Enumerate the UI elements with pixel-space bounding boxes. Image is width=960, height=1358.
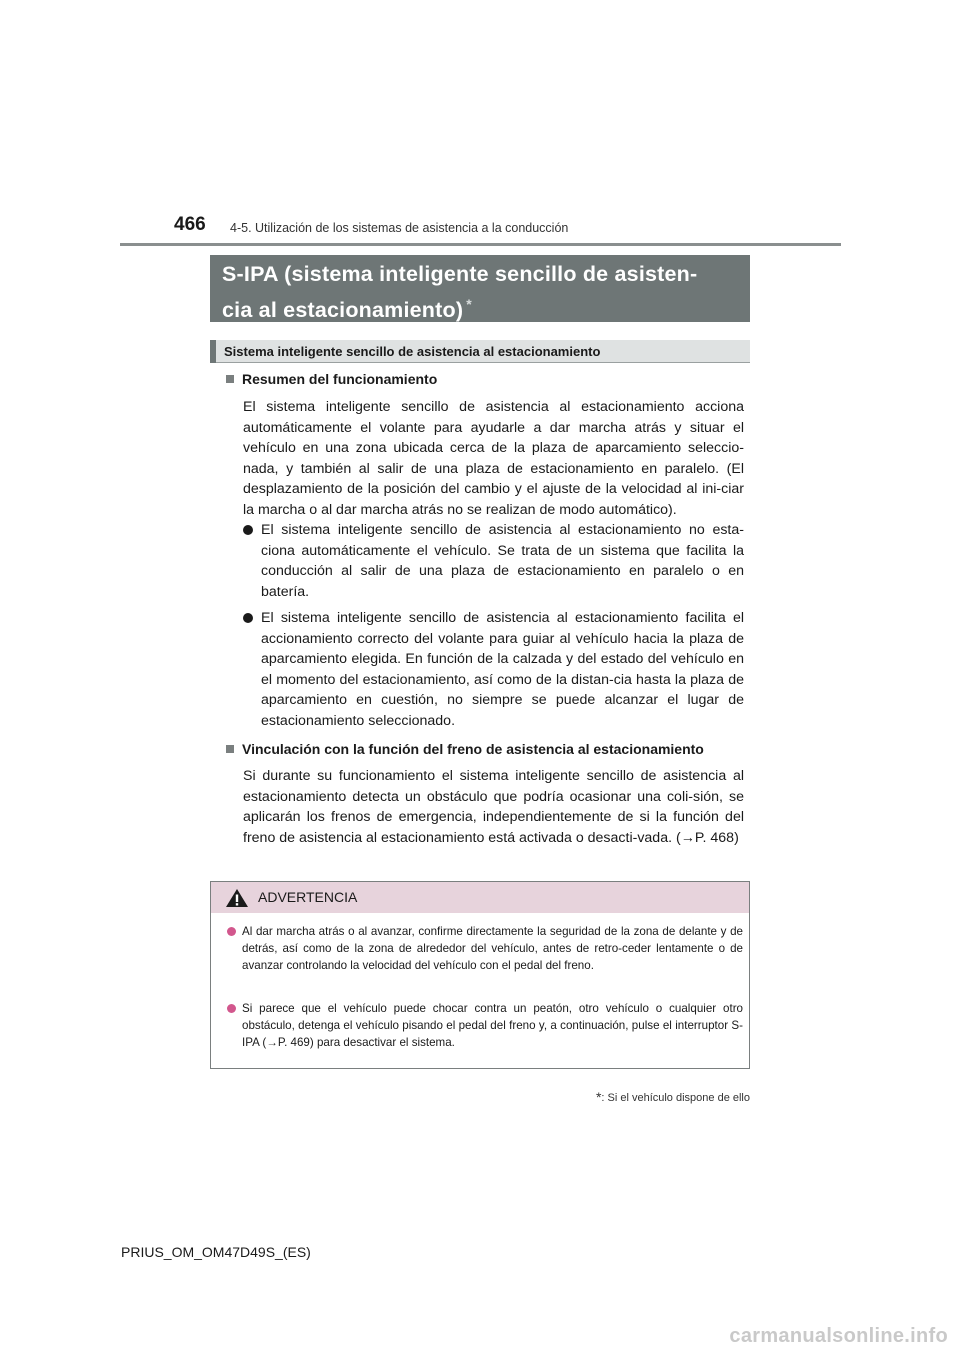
subheader-accent-bar <box>210 340 216 363</box>
title-line-2: cia al estacionamiento) <box>222 298 464 323</box>
bullet-dot-icon <box>227 1004 236 1013</box>
title-footnote-mark: * <box>466 296 472 312</box>
watermark: carmanualsonline.info <box>729 1325 948 1347</box>
footnote <box>596 1089 750 1105</box>
page-number: 466 <box>174 214 206 235</box>
title-banner <box>210 255 750 322</box>
square-bullet-icon <box>226 745 234 753</box>
warning-item <box>227 1000 743 1052</box>
list-item-text: El sistema inteligente sencillo de asistencia al estacionamiento no esta-ciona automáticamente el vehículo. Se trata de un sistema que facilita la conducción al salir de una plaza de estacionamiento en paralelo o en batería. <box>261 522 744 600</box>
section-heading-overview <box>226 371 437 387</box>
section-reference: 4-5. Utilización de los sistemas de asistencia a la conducción <box>230 221 569 235</box>
warning-item-text: Si parece que el vehículo puede chocar contra un peatón, otro vehículo o cualquier otro obstáculo, detenga el vehículo pisando el pedal del freno y, a continuación, pulse el interruptor S-IPA (→P. 469) para desactivar el sistema. <box>242 1002 743 1050</box>
list-item-text: El sistema inteligente sencillo de asistencia al estacionamiento facilita el accionamiento correcto del volante para guiar al vehículo hacia la plaza de aparcamiento elegida. En función de la calzada y del estado del vehículo en el momento del estacionamiento, así como de la distan-cia hasta la plaza de aparcamiento en cuestión, no siempre se puede alcanzar el lugar de estacionamiento seleccionado. <box>261 610 744 729</box>
list-item <box>243 520 744 602</box>
document-code: PRIUS_OM_OM47D49S_(ES) <box>121 1244 311 1260</box>
warning-triangle-icon <box>225 888 249 908</box>
subheader <box>210 340 750 363</box>
brake-link-paragraph: Si durante su funcionamiento el sistema inteligente sencillo de asistencia al estacionamiento detecta un obstáculo que podría ocasionar una coli-sión, se aplicarán los frenos de emergencia, independientemente de si la función del freno de asistencia al estacionamiento está activada o desacti-vada. (→P. 468) <box>243 768 744 846</box>
warning-item-text: Al dar marcha atrás o al avanzar, confirme directamente la seguridad de la zona de delante y de detrás, así como de la zona de alrededor del vehículo, antes de retro-ceder lentamente o de avanzar controlando la velocidad del vehículo con el pedal del freno. <box>242 925 743 973</box>
warning-item <box>227 923 743 975</box>
overview-paragraph: El sistema inteligente sencillo de asistencia al estacionamiento acciona automáticamente el volante para ayudarle a dar marcha atrás y situar el vehículo en una zona ubicada cerca de la plaza de aparcamiento seleccio-nada, y también al salir de una plaza de estacionamiento en paralelo. (El desplazamiento de la posición del cambio y el ajuste de la velocidad al ini-ciar la marcha o al dar marcha atrás no se realizan de modo automático). <box>243 399 744 518</box>
square-bullet-icon <box>226 375 234 383</box>
subheader-label: Sistema inteligente sencillo de asistencia al estacionamiento <box>224 344 601 359</box>
bullet-dot-icon <box>243 525 253 535</box>
section-heading-text: Vinculación con la función del freno de asistencia al estacionamiento <box>242 741 704 757</box>
footnote-text: : Si el vehículo dispone de ello <box>601 1092 750 1104</box>
bullet-dot-icon <box>243 613 253 623</box>
bullet-dot-icon <box>227 927 236 936</box>
header-rule <box>120 243 841 246</box>
warning-box <box>210 881 750 1069</box>
section-heading-text: Resumen del funcionamiento <box>242 371 438 387</box>
list-item <box>243 608 744 732</box>
warning-label: ADVERTENCIA <box>258 889 358 905</box>
warning-header <box>211 882 749 913</box>
footnote-mark: * <box>595 1089 602 1105</box>
title-line-1: S-IPA (sistema inteligente sencillo de asisten- <box>222 262 698 286</box>
section-heading-brake-link <box>226 741 704 757</box>
